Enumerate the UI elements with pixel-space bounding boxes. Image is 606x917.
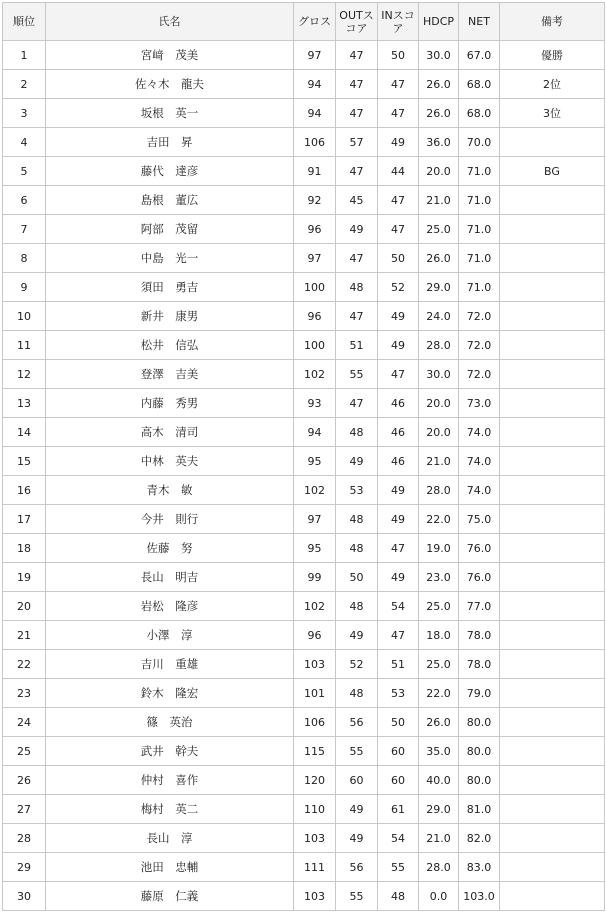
table-row [3,563,605,592]
hdcp-cell: 26.0 [419,99,459,128]
in-score-cell: 47 [378,534,419,563]
header-name: 氏名 [46,3,294,41]
table-row [3,505,605,534]
gross-cell: 94 [294,418,336,447]
net-cell: 71.0 [459,186,500,215]
hdcp-cell: 28.0 [419,853,459,882]
table-row [3,41,605,70]
in-score-cell: 48 [378,882,419,911]
name-cell: 梅村 英二 [46,795,294,824]
hdcp-cell: 21.0 [419,447,459,476]
gross-cell: 115 [294,737,336,766]
gross-cell: 120 [294,766,336,795]
rank-cell: 5 [3,157,46,186]
out-score-cell: 53 [336,476,378,505]
in-score-cell: 44 [378,157,419,186]
net-cell: 83.0 [459,853,500,882]
remarks-cell [500,331,605,360]
rank-cell: 3 [3,99,46,128]
rank-cell: 28 [3,824,46,853]
out-score-cell: 47 [336,70,378,99]
hdcp-cell: 29.0 [419,273,459,302]
net-cell: 82.0 [459,824,500,853]
gross-cell: 102 [294,360,336,389]
in-score-cell: 61 [378,795,419,824]
rank-cell: 1 [3,41,46,70]
remarks-cell [500,447,605,476]
net-cell: 73.0 [459,389,500,418]
remarks-cell [500,302,605,331]
gross-cell: 97 [294,41,336,70]
name-cell: 藤代 達彦 [46,157,294,186]
in-score-cell: 54 [378,824,419,853]
hdcp-cell: 28.0 [419,331,459,360]
gross-cell: 97 [294,505,336,534]
remarks-cell [500,273,605,302]
name-cell: 松井 信弘 [46,331,294,360]
remarks-cell: 2位 [500,70,605,99]
rank-cell: 8 [3,244,46,273]
rank-cell: 22 [3,650,46,679]
in-score-cell: 60 [378,766,419,795]
net-cell: 77.0 [459,592,500,621]
in-score-cell: 49 [378,476,419,505]
in-score-cell: 47 [378,186,419,215]
gross-cell: 103 [294,650,336,679]
in-score-cell: 53 [378,679,419,708]
rank-cell: 20 [3,592,46,621]
out-score-cell: 48 [336,418,378,447]
out-score-cell: 47 [336,389,378,418]
rank-cell: 13 [3,389,46,418]
table-row [3,795,605,824]
table-row [3,70,605,99]
gross-cell: 96 [294,302,336,331]
header-rank: 順位 [3,3,46,41]
rank-cell: 17 [3,505,46,534]
rank-cell: 26 [3,766,46,795]
name-cell: 坂根 英一 [46,99,294,128]
rank-cell: 14 [3,418,46,447]
in-score-cell: 46 [378,447,419,476]
in-score-cell: 46 [378,418,419,447]
net-cell: 67.0 [459,41,500,70]
net-cell: 78.0 [459,650,500,679]
rank-cell: 25 [3,737,46,766]
gross-cell: 106 [294,128,336,157]
rank-cell: 16 [3,476,46,505]
name-cell: 篠 英治 [46,708,294,737]
net-cell: 79.0 [459,679,500,708]
rank-cell: 19 [3,563,46,592]
table-row [3,592,605,621]
in-score-cell: 49 [378,505,419,534]
out-score-cell: 47 [336,244,378,273]
out-score-cell: 49 [336,447,378,476]
in-score-cell: 49 [378,302,419,331]
name-cell: 今井 則行 [46,505,294,534]
name-cell: 中林 英夫 [46,447,294,476]
net-cell: 71.0 [459,273,500,302]
remarks-cell [500,505,605,534]
net-cell: 81.0 [459,795,500,824]
remarks-cell [500,679,605,708]
name-cell: 新井 康男 [46,302,294,331]
in-score-cell: 50 [378,708,419,737]
gross-cell: 99 [294,563,336,592]
gross-cell: 110 [294,795,336,824]
hdcp-cell: 30.0 [419,360,459,389]
gross-cell: 102 [294,476,336,505]
remarks-cell [500,186,605,215]
name-cell: 仲村 喜作 [46,766,294,795]
rank-cell: 21 [3,621,46,650]
name-cell: 長山 明吉 [46,563,294,592]
remarks-cell [500,418,605,447]
hdcp-cell: 18.0 [419,621,459,650]
rank-cell: 10 [3,302,46,331]
name-cell: 岩松 隆彦 [46,592,294,621]
out-score-cell: 56 [336,708,378,737]
rank-cell: 29 [3,853,46,882]
table-row [3,418,605,447]
gross-cell: 101 [294,679,336,708]
net-cell: 80.0 [459,708,500,737]
in-score-cell: 60 [378,737,419,766]
table-row [3,824,605,853]
net-cell: 103.0 [459,882,500,911]
rank-cell: 24 [3,708,46,737]
in-score-cell: 47 [378,99,419,128]
net-cell: 74.0 [459,476,500,505]
hdcp-cell: 20.0 [419,418,459,447]
out-score-cell: 47 [336,157,378,186]
header-gross: グロス [294,3,336,41]
net-cell: 71.0 [459,157,500,186]
gross-cell: 100 [294,273,336,302]
out-score-cell: 55 [336,737,378,766]
gross-cell: 95 [294,534,336,563]
hdcp-cell: 40.0 [419,766,459,795]
name-cell: 阿部 茂留 [46,215,294,244]
remarks-cell [500,853,605,882]
out-score-cell: 50 [336,563,378,592]
hdcp-cell: 0.0 [419,882,459,911]
table-row [3,708,605,737]
out-score-cell: 47 [336,302,378,331]
out-score-cell: 55 [336,882,378,911]
hdcp-cell: 20.0 [419,389,459,418]
out-score-cell: 49 [336,795,378,824]
in-score-cell: 49 [378,563,419,592]
table-row [3,853,605,882]
out-score-cell: 48 [336,592,378,621]
rank-cell: 30 [3,882,46,911]
name-cell: 藤原 仁義 [46,882,294,911]
net-cell: 68.0 [459,70,500,99]
gross-cell: 97 [294,244,336,273]
hdcp-cell: 36.0 [419,128,459,157]
in-score-cell: 49 [378,331,419,360]
table-row [3,389,605,418]
table-row [3,766,605,795]
hdcp-cell: 21.0 [419,186,459,215]
table-row [3,650,605,679]
table-row [3,244,605,273]
name-cell: 中島 光一 [46,244,294,273]
net-cell: 71.0 [459,244,500,273]
gross-cell: 95 [294,447,336,476]
table-row [3,476,605,505]
hdcp-cell: 26.0 [419,708,459,737]
header-remarks: 備考 [500,3,605,41]
table-row [3,534,605,563]
in-score-cell: 50 [378,41,419,70]
gross-cell: 102 [294,592,336,621]
name-cell: 吉川 重雄 [46,650,294,679]
net-cell: 76.0 [459,563,500,592]
hdcp-cell: 26.0 [419,70,459,99]
table-row [3,447,605,476]
out-score-cell: 49 [336,621,378,650]
remarks-cell [500,795,605,824]
table-row [3,882,605,911]
rank-cell: 15 [3,447,46,476]
remarks-cell [500,360,605,389]
table-row [3,360,605,389]
gross-cell: 96 [294,215,336,244]
rank-cell: 18 [3,534,46,563]
name-cell: 佐藤 努 [46,534,294,563]
name-cell: 鈴木 隆宏 [46,679,294,708]
in-score-cell: 47 [378,360,419,389]
remarks-cell [500,215,605,244]
remarks-cell: 優勝 [500,41,605,70]
remarks-cell [500,244,605,273]
net-cell: 80.0 [459,737,500,766]
results-body [3,41,605,911]
remarks-cell [500,650,605,679]
header-row [3,3,605,41]
name-cell: 青木 敏 [46,476,294,505]
table-row [3,737,605,766]
rank-cell: 4 [3,128,46,157]
gross-cell: 111 [294,853,336,882]
net-cell: 71.0 [459,215,500,244]
remarks-cell [500,737,605,766]
in-score-cell: 46 [378,389,419,418]
gross-cell: 92 [294,186,336,215]
header-net: NET [459,3,500,41]
table-row [3,273,605,302]
table-row [3,186,605,215]
gross-cell: 94 [294,70,336,99]
net-cell: 72.0 [459,302,500,331]
out-score-cell: 48 [336,273,378,302]
net-cell: 80.0 [459,766,500,795]
hdcp-cell: 22.0 [419,679,459,708]
in-score-cell: 50 [378,244,419,273]
name-cell: 高木 清司 [46,418,294,447]
name-cell: 長山 淳 [46,824,294,853]
remarks-cell [500,882,605,911]
out-score-cell: 49 [336,215,378,244]
rank-cell: 2 [3,70,46,99]
hdcp-cell: 35.0 [419,737,459,766]
hdcp-cell: 28.0 [419,476,459,505]
rank-cell: 23 [3,679,46,708]
remarks-cell [500,766,605,795]
net-cell: 75.0 [459,505,500,534]
remarks-cell [500,534,605,563]
hdcp-cell: 25.0 [419,215,459,244]
net-cell: 78.0 [459,621,500,650]
rank-cell: 9 [3,273,46,302]
table-row [3,157,605,186]
in-score-cell: 47 [378,215,419,244]
in-score-cell: 51 [378,650,419,679]
header-hdcp: HDCP [419,3,459,41]
gross-cell: 103 [294,824,336,853]
gross-cell: 93 [294,389,336,418]
out-score-cell: 57 [336,128,378,157]
rank-cell: 11 [3,331,46,360]
header-out-score: OUTスコア [336,3,378,41]
name-cell: 宮﨑 茂美 [46,41,294,70]
in-score-cell: 47 [378,621,419,650]
table-row [3,679,605,708]
hdcp-cell: 20.0 [419,157,459,186]
results-table [2,2,605,911]
remarks-cell [500,563,605,592]
remarks-cell [500,824,605,853]
out-score-cell: 48 [336,505,378,534]
remarks-cell [500,128,605,157]
net-cell: 72.0 [459,360,500,389]
table-row [3,128,605,157]
hdcp-cell: 25.0 [419,650,459,679]
remarks-cell [500,708,605,737]
rank-cell: 27 [3,795,46,824]
remarks-cell [500,592,605,621]
out-score-cell: 47 [336,41,378,70]
rank-cell: 12 [3,360,46,389]
hdcp-cell: 25.0 [419,592,459,621]
name-cell: 佐々木 龍夫 [46,70,294,99]
out-score-cell: 47 [336,99,378,128]
table-row [3,302,605,331]
rank-cell: 7 [3,215,46,244]
net-cell: 74.0 [459,418,500,447]
net-cell: 70.0 [459,128,500,157]
net-cell: 72.0 [459,331,500,360]
name-cell: 内藤 秀男 [46,389,294,418]
table-row [3,215,605,244]
hdcp-cell: 29.0 [419,795,459,824]
net-cell: 74.0 [459,447,500,476]
name-cell: 小澤 淳 [46,621,294,650]
hdcp-cell: 19.0 [419,534,459,563]
out-score-cell: 56 [336,853,378,882]
hdcp-cell: 30.0 [419,41,459,70]
in-score-cell: 55 [378,853,419,882]
name-cell: 池田 忠輔 [46,853,294,882]
out-score-cell: 48 [336,534,378,563]
in-score-cell: 49 [378,128,419,157]
out-score-cell: 45 [336,186,378,215]
in-score-cell: 52 [378,273,419,302]
hdcp-cell: 23.0 [419,563,459,592]
gross-cell: 96 [294,621,336,650]
name-cell: 島根 董広 [46,186,294,215]
out-score-cell: 48 [336,679,378,708]
hdcp-cell: 22.0 [419,505,459,534]
in-score-cell: 54 [378,592,419,621]
name-cell: 登澤 吉美 [46,360,294,389]
out-score-cell: 51 [336,331,378,360]
remarks-cell [500,476,605,505]
name-cell: 武井 幹夫 [46,737,294,766]
remarks-cell [500,389,605,418]
gross-cell: 100 [294,331,336,360]
header-in-score: INスコア [378,3,419,41]
name-cell: 吉田 昇 [46,128,294,157]
net-cell: 76.0 [459,534,500,563]
hdcp-cell: 21.0 [419,824,459,853]
gross-cell: 103 [294,882,336,911]
rank-cell: 6 [3,186,46,215]
gross-cell: 91 [294,157,336,186]
net-cell: 68.0 [459,99,500,128]
out-score-cell: 60 [336,766,378,795]
table-row [3,99,605,128]
remarks-cell: 3位 [500,99,605,128]
table-row [3,621,605,650]
name-cell: 須田 勇吉 [46,273,294,302]
out-score-cell: 52 [336,650,378,679]
gross-cell: 94 [294,99,336,128]
hdcp-cell: 24.0 [419,302,459,331]
hdcp-cell: 26.0 [419,244,459,273]
out-score-cell: 55 [336,360,378,389]
remarks-cell [500,621,605,650]
out-score-cell: 49 [336,824,378,853]
remarks-cell: BG [500,157,605,186]
table-row [3,331,605,360]
gross-cell: 106 [294,708,336,737]
in-score-cell: 47 [378,70,419,99]
